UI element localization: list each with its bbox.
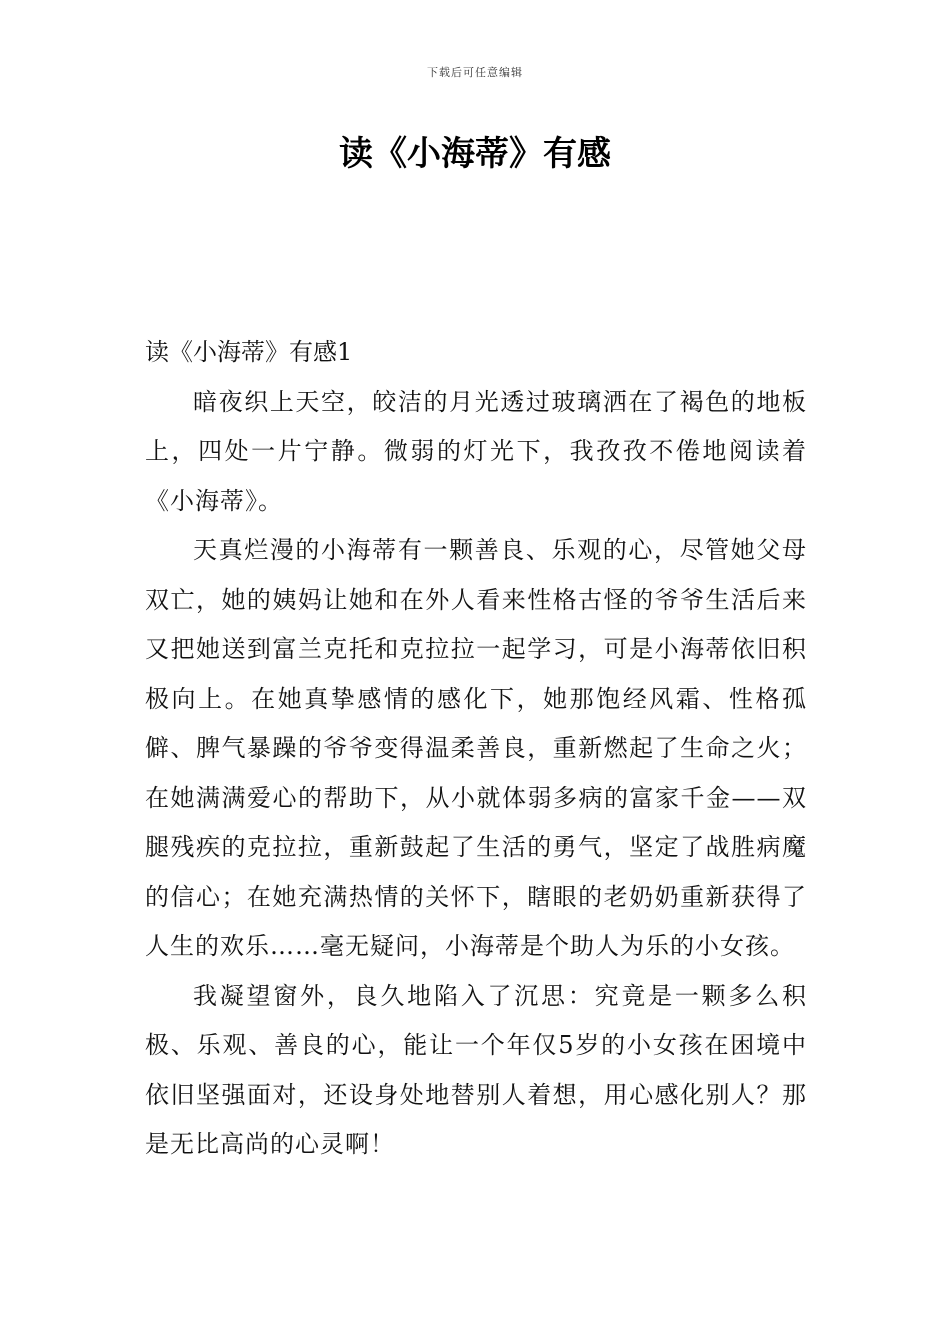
paragraph-1: 暗夜织上天空，皎洁的月光透过玻璃洒在了褐色的地板上，四处一片宁静。微弱的灯光下，我孜孜不倦地阅读着《小海蒂》。: [145, 387, 807, 515]
paragraph-2: 天真烂漫的小海蒂有一颗善良、乐观的心，尽管她父母双亡，她的姨妈让她和在外人看来性格古怪的爷爷生活后来又把她送到富兰克托和克拉拉一起学习，可是小海蒂依旧积极向上。在她真挚感情的感化下，她那饱经风霜、性格孤僻、脾气暴躁的爷爷变得温柔善良，重新燃起了生命之火；在她满满爱心的帮助下，从小就体弱多病的富家千金——双腿残疾的克拉拉，重新鼓起了生活的勇气，坚定了战胜病魔的信心；在她充满热情的关怀下，瞎眼的老奶奶重新获得了人生的欢乐……毫无疑问，小海蒂是个助人为乐的小女孩。: [145, 536, 807, 960]
section-heading: 读《小海蒂》有感1: [145, 338, 353, 366]
document-title: 读《小海蒂》有感: [339, 134, 611, 174]
document-body: [145, 328, 807, 1170]
header-note: 下载后可任意编辑: [427, 66, 523, 79]
paragraph-3: 我凝望窗外，良久地陷入了沉思：究竟是一颗多么积极、乐观、善良的心，能让一个年仅5岁的小女孩在困境中依旧坚强面对，还设身处地替别人着想，用心感化别人？那是无比高尚的心灵啊！: [145, 981, 807, 1158]
